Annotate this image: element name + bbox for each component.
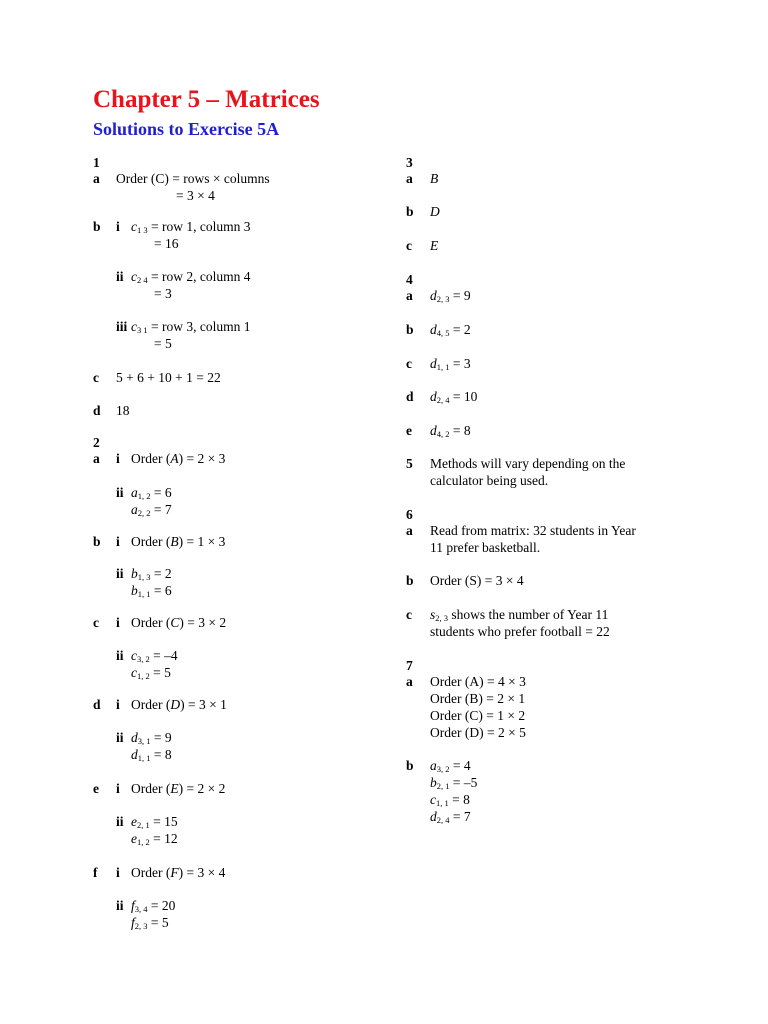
q3c-answer: E — [430, 238, 439, 253]
question-4-number: 4 — [406, 272, 413, 287]
q1a-line-1: Order (C) = rows × columns — [116, 171, 270, 186]
q2a-entry-1: $a_{1, 2} = 6$ — [131, 485, 172, 501]
q2d-order: Order (D) = 3 × 1 — [131, 697, 227, 712]
q1-part-b-label: b — [93, 219, 101, 234]
q1b-i-answer: $c_{1 3}$ = row 1, column 3 — [131, 219, 251, 235]
q1-part-a-label: a — [93, 171, 100, 186]
chapter-title: Chapter 5 – Matrices — [93, 86, 320, 113]
q6-part-a-label: a — [406, 523, 413, 538]
q2-part-c-label: c — [93, 615, 99, 630]
q2e-entry-1: $e_{2, 1} = 15$ — [131, 814, 178, 830]
q2e-i-label: i — [116, 781, 120, 796]
question-1-number: 1 — [93, 155, 100, 170]
q6-part-b-label: b — [406, 573, 414, 588]
q1-part-d-label: d — [93, 403, 101, 418]
q4-part-b-label: b — [406, 322, 414, 337]
q4-part-c-label: c — [406, 356, 412, 371]
q2c-ii-label: ii — [116, 648, 124, 663]
q3-part-c-label: c — [406, 238, 412, 253]
q4c-answer: $d_{1, 1} = 3$ — [430, 356, 471, 372]
q2f-i-label: i — [116, 865, 120, 880]
question-7-number: 7 — [406, 658, 413, 673]
q2a-entry-2: $a_{2, 2} = 7$ — [131, 502, 172, 518]
q2-part-b-label: b — [93, 534, 101, 549]
q5-line-2: calculator being used. — [430, 473, 549, 488]
q1b-iii-answer: $c_{3 1}$ = row 3, column 1 — [131, 319, 251, 335]
q1d-answer: 18 — [116, 403, 130, 418]
q1b-iii-result: = 5 — [154, 336, 172, 351]
q1b-i-label: i — [116, 219, 120, 234]
q3-part-b-label: b — [406, 204, 414, 219]
q2d-ii-label: ii — [116, 730, 124, 745]
q1c-answer: 5 + 6 + 10 + 1 = 22 — [116, 370, 221, 385]
q2c-i-label: i — [116, 615, 120, 630]
q2f-entry-2: $f_{2, 3} = 5$ — [131, 915, 169, 931]
q4e-answer: $d_{4, 2} = 8$ — [430, 423, 471, 439]
q7a-line-2: Order (B) = 2 × 1 — [430, 691, 526, 706]
q2-part-a-label: a — [93, 451, 100, 466]
q6c-line-1: $s_{2, 3}$ shows the number of Year 11 — [430, 607, 609, 623]
q6b-answer: Order (S) = 3 × 4 — [430, 573, 524, 588]
q4a-answer: $d_{2, 3} = 9$ — [430, 288, 471, 304]
q1-part-c-label: c — [93, 370, 99, 385]
q7-part-b-label: b — [406, 758, 414, 773]
q1b-ii-answer: $c_{2 4}$ = row 2, column 4 — [131, 269, 251, 285]
question-5-number: 5 — [406, 456, 413, 471]
q7a-line-1: Order (A) = 4 × 3 — [430, 674, 526, 689]
question-2-number: 2 — [93, 435, 100, 450]
q2e-order: Order (E) = 2 × 2 — [131, 781, 226, 796]
q3-part-a-label: a — [406, 171, 413, 186]
q7b-entry-3: $c_{1, 1} = 8$ — [430, 792, 470, 808]
q2d-i-label: i — [116, 697, 120, 712]
question-6-number: 6 — [406, 507, 413, 522]
q1a-line-2: = 3 × 4 — [176, 188, 215, 203]
q2-part-d-label: d — [93, 697, 101, 712]
q4-part-a-label: a — [406, 288, 413, 303]
q7a-line-4: Order (D) = 2 × 5 — [430, 725, 526, 740]
q2b-i-label: i — [116, 534, 120, 549]
q1b-ii-label: ii — [116, 269, 124, 284]
q2a-order: Order (A) = 2 × 3 — [131, 451, 226, 466]
q2b-entry-1: $b_{1, 3} = 2$ — [131, 566, 172, 582]
q2c-order: Order (C) = 3 × 2 — [131, 615, 227, 630]
q2d-entry-1: $d_{3, 1} = 9$ — [131, 730, 172, 746]
q6c-line-2: students who prefer football = 22 — [430, 624, 610, 639]
q2e-entry-2: $e_{1, 2} = 12$ — [131, 831, 178, 847]
q1b-iii-label: iii — [116, 319, 128, 334]
q6a-line-1: Read from matrix: 32 students in Year — [430, 523, 636, 538]
q4b-answer: $d_{4, 5} = 2$ — [430, 322, 471, 338]
q2c-entry-2: $c_{1, 2} = 5$ — [131, 665, 171, 681]
q2b-order: Order (B) = 1 × 3 — [131, 534, 226, 549]
q1b-i-result: = 16 — [154, 236, 179, 251]
q4-part-d-label: d — [406, 389, 414, 404]
q7a-line-3: Order (C) = 1 × 2 — [430, 708, 526, 723]
q2f-entry-1: $f_{3, 4} = 20$ — [131, 898, 176, 914]
q5-line-1: Methods will vary depending on the — [430, 456, 626, 471]
q2d-entry-2: $d_{1, 1} = 8$ — [131, 747, 172, 763]
q3a-answer: B — [430, 171, 439, 186]
q1b-ii-result: = 3 — [154, 286, 172, 301]
q7b-entry-4: $d_{2, 4} = 7$ — [430, 809, 471, 825]
q2f-order: Order (F) = 3 × 4 — [131, 865, 226, 880]
q7-part-a-label: a — [406, 674, 413, 689]
q2a-ii-label: ii — [116, 485, 124, 500]
q2f-ii-label: ii — [116, 898, 124, 913]
q7b-entry-2: $b_{2, 1} = -5$ — [430, 775, 478, 791]
q2b-ii-label: ii — [116, 566, 124, 581]
q2c-entry-1: $c_{3, 2} = -4$ — [131, 648, 178, 664]
question-3-number: 3 — [406, 155, 413, 170]
q2b-entry-2: $b_{1, 1} = 6$ — [131, 583, 172, 599]
q6a-line-2: 11 prefer basketball. — [430, 540, 541, 555]
q2-part-e-label: e — [93, 781, 99, 796]
q7b-entry-1: $a_{3, 2} = 4$ — [430, 758, 471, 774]
q2a-i-label: i — [116, 451, 120, 466]
q4-part-e-label: e — [406, 423, 412, 438]
q6-part-c-label: c — [406, 607, 412, 622]
q4d-answer: $d_{2, 4} = 10$ — [430, 389, 478, 405]
exercise-subtitle: Solutions to Exercise 5A — [93, 119, 280, 139]
q3b-answer: D — [430, 204, 440, 219]
q2-part-f-label: f — [93, 865, 98, 880]
q2e-ii-label: ii — [116, 814, 124, 829]
